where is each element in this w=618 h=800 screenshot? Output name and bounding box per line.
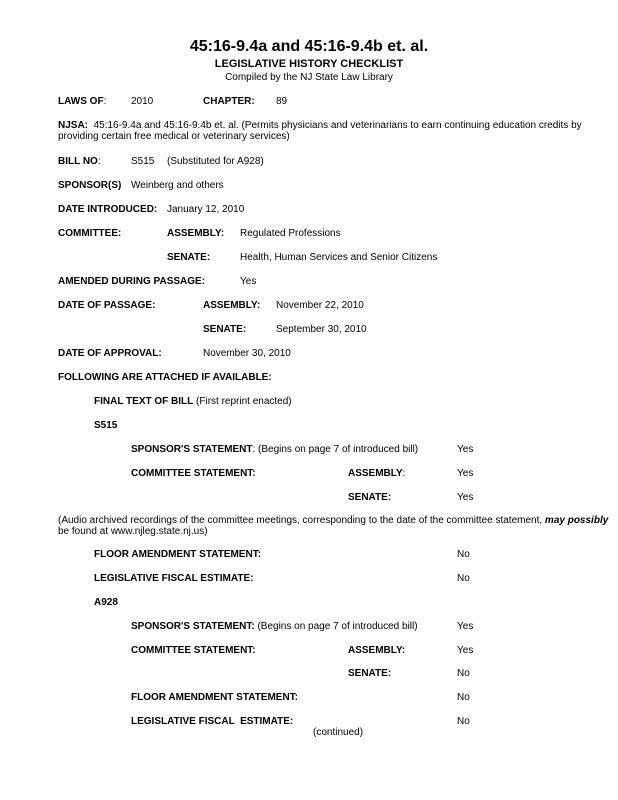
s515-assembly-value: Yes: [457, 468, 474, 479]
a928-sponsor-statement: SPONSOR'S STATEMENT: (Begins on page 7 of introduced bill): [131, 621, 418, 632]
a928-floor-amendment-label: FLOOR AMENDMENT STATEMENT:: [131, 692, 299, 703]
a928-fiscal-estimate-label: LEGISLATIVE FISCAL ESTIMATE:: [131, 716, 294, 727]
sponsors-label: SPONSOR(S): [58, 180, 122, 191]
s515-senate-label: SENATE:: [348, 492, 392, 503]
s515-assembly-label: ASSEMBLY:: [348, 468, 406, 479]
fiscal-estimate-label: LEGISLATIVE FISCAL ESTIMATE:: [94, 573, 254, 584]
passage-senate-label: SENATE:: [203, 324, 247, 335]
bill-no-value: S515: [131, 156, 155, 167]
fiscal-estimate-value: No: [457, 573, 470, 584]
s515-sponsor-statement-value: Yes: [457, 444, 474, 455]
date-of-passage-label: DATE OF PASSAGE:: [58, 300, 156, 311]
a928-committee-statement-label: COMMITTEE STATEMENT:: [131, 645, 256, 656]
passage-senate-value: September 30, 2010: [276, 324, 367, 335]
committee-assembly-label: ASSEMBLY:: [167, 228, 225, 239]
committee-senate-value: Health, Human Services and Senior Citizens: [240, 252, 438, 263]
laws-of-value: 2010: [131, 96, 154, 107]
bill-no-label: BILL NO:: [58, 156, 101, 167]
amended-label: AMENDED DURING PASSAGE:: [58, 276, 206, 287]
attached-heading: FOLLOWING ARE ATTACHED IF AVAILABLE:: [58, 372, 272, 383]
committee-senate-label: SENATE:: [167, 252, 211, 263]
a928-assembly-value: Yes: [457, 645, 474, 656]
njsa-line1: NJSA: 45:16-9.4a and 45:16-9.4b et. al. (Permits physicians and veterinarians to earn continuing education credits by: [58, 120, 582, 131]
continued-note: (continued): [313, 727, 364, 738]
date-introduced-label: DATE INTRODUCED:: [58, 204, 158, 215]
sponsors-value: Weinberg and others: [131, 180, 224, 191]
floor-amendment-label: FLOOR AMENDMENT STATEMENT:: [94, 549, 262, 560]
committee-assembly-value: Regulated Professions: [240, 228, 341, 239]
a928-sponsor-statement-value: Yes: [457, 621, 474, 632]
chapter-value: 89: [276, 96, 288, 107]
amended-value: Yes: [240, 276, 257, 287]
committee-label: COMMITTEE:: [58, 228, 122, 239]
s515-heading: S515: [94, 420, 118, 431]
bill-no-note: (Substituted for A928): [167, 156, 264, 167]
audio-note-line1: (Audio archived recordings of the committee meetings, corresponding to the date of the committee statement, may possibly: [58, 515, 609, 526]
s515-sponsor-statement: SPONSOR'S STATEMENT: (Begins on page 7 of introduced bill): [131, 444, 419, 455]
date-introduced-value: January 12, 2010: [167, 204, 245, 215]
a928-senate-value: No: [457, 668, 470, 679]
a928-heading: A928: [94, 597, 118, 608]
date-of-approval-label: DATE OF APPROVAL:: [58, 348, 162, 359]
laws-of-label: LAWS OF:: [58, 96, 107, 107]
floor-amendment-value: No: [457, 549, 470, 560]
final-text-line: FINAL TEXT OF BILL (First reprint enacted): [94, 396, 292, 407]
audio-note-link-line: be found at www.njleg.state.nj.us): [58, 526, 208, 537]
s515-committee-statement-label: COMMITTEE STATEMENT:: [131, 468, 256, 479]
page-title: 45:16-9.4a and 45:16-9.4b et. al.: [189, 38, 429, 55]
a928-fiscal-estimate-value: No: [457, 716, 470, 727]
a928-senate-label: SENATE:: [348, 668, 392, 679]
compiled-by: Compiled by the NJ State Law Library: [225, 72, 393, 83]
chapter-label: CHAPTER:: [203, 96, 255, 107]
audio-note-emphasis: may possibly: [544, 515, 609, 526]
passage-assembly-value: November 22, 2010: [276, 300, 364, 311]
s515-senate-value: Yes: [457, 492, 474, 503]
a928-assembly-label: ASSEMBLY:: [348, 645, 406, 656]
page-subtitle: LEGISLATIVE HISTORY CHECKLIST: [214, 58, 404, 70]
a928-floor-amendment-value: No: [457, 692, 470, 703]
njsa-line2: providing certain free medical or veterinary services): [58, 131, 290, 142]
date-of-approval-value: November 30, 2010: [203, 348, 291, 359]
passage-assembly-label: ASSEMBLY:: [203, 300, 261, 311]
